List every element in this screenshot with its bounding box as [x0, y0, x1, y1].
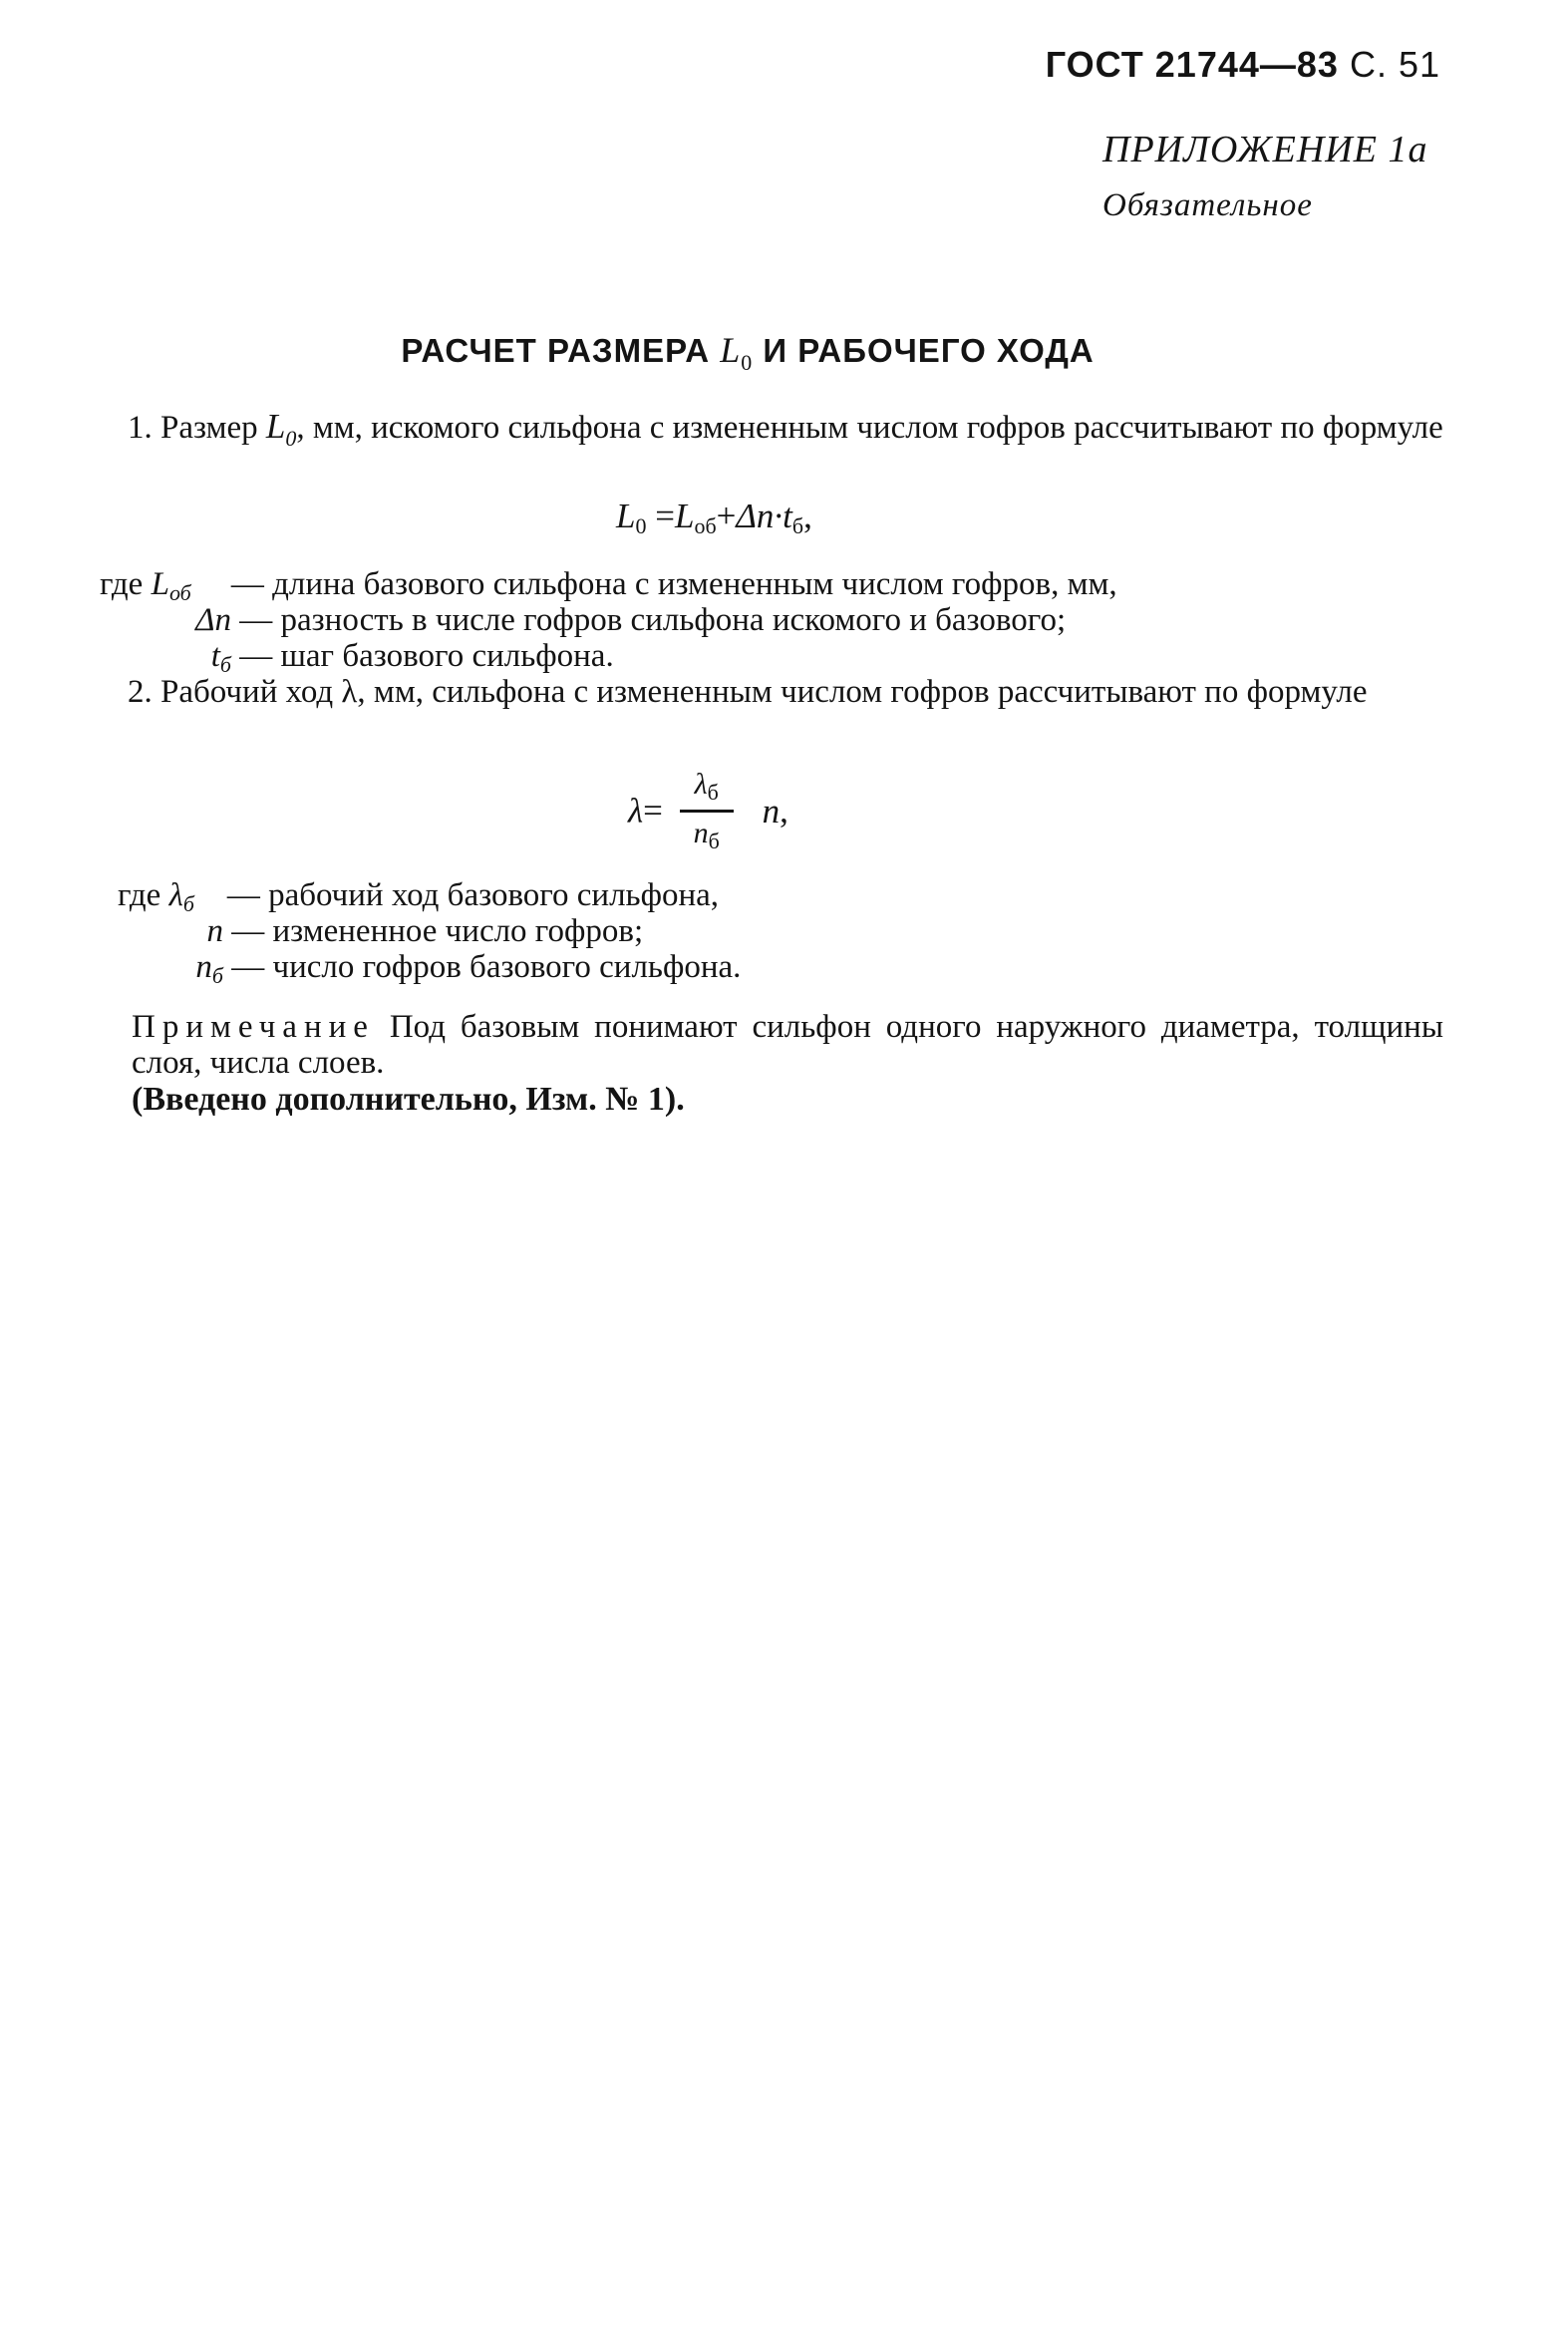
- page-header: [1046, 44, 1440, 86]
- section-title-before: РАСЧЕТ РАЗМЕРА: [401, 332, 711, 369]
- fraction-bar: [680, 810, 734, 813]
- definition-row: $t_б$ — шаг базового сильфона.: [171, 638, 614, 683]
- appendix-title: ПРИЛОЖЕНИЕ 1а: [1102, 129, 1428, 170]
- formula-2: λ= $\frac{\lambda_б}{n_б}$ n,: [628, 768, 788, 853]
- definition-row: $n_б$ — число гофров базового сильфона.: [167, 949, 741, 994]
- definition-row: n — измененное число гофров;: [167, 913, 643, 958]
- definition-symbol: $t_б$: [210, 638, 231, 677]
- definition-symbol: $\lambda_б$: [168, 877, 194, 916]
- amendment-note: (Введено дополнительно, Изм. № 1).: [132, 1081, 685, 1118]
- section-title-symbol: $L_0$: [720, 330, 754, 376]
- page-number: С. 51: [1349, 44, 1440, 85]
- formula-1: $L_0 =L_{об}+\Delta n\cdot t_б$,: [616, 497, 812, 538]
- definition-row: Δn — разность в числе гофров сильфона искомого и базового;: [171, 602, 1066, 647]
- definition-row: где $\lambda_б$ — рабочий ход базового сильфона,: [118, 877, 719, 922]
- definition-row: где $L_{об}$ — длина базового сильфона с измененным числом гофров, мм,: [100, 566, 1117, 611]
- item-2-paragraph: 2. Рабочий ход λ, мм, сильфона с измененным числом гофров рассчитывают по формуле: [128, 674, 1368, 710]
- fraction: $\frac{\lambda_б}{n_б}$: [680, 768, 734, 854]
- item-1-paragraph: 1. Размер $L_0$, мм, искомого сильфона с измененным числом гофров рассчитывают по формуле: [128, 407, 1443, 451]
- definition-symbol: n: [206, 913, 223, 949]
- standard-number: ГОСТ 21744—83: [1045, 44, 1339, 85]
- item-1-symbol: $L_0$: [265, 407, 297, 451]
- definition-symbol: $n_б$: [195, 949, 223, 988]
- appendix-status: Обязательное: [1102, 187, 1313, 223]
- definition-symbol: $L_{об}$: [151, 566, 191, 605]
- note-paragraph: [132, 1009, 1443, 1081]
- note-text: Под базовым понимают сильфон одного наружного диаметра, толщины слоя, числа слоев.: [132, 1009, 1443, 1081]
- section-title: [0, 329, 1495, 376]
- definition-symbol: Δn: [195, 602, 231, 638]
- note-label: Примечание: [132, 1009, 375, 1045]
- section-title-after: И РАБОЧЕГО ХОДА: [763, 332, 1095, 369]
